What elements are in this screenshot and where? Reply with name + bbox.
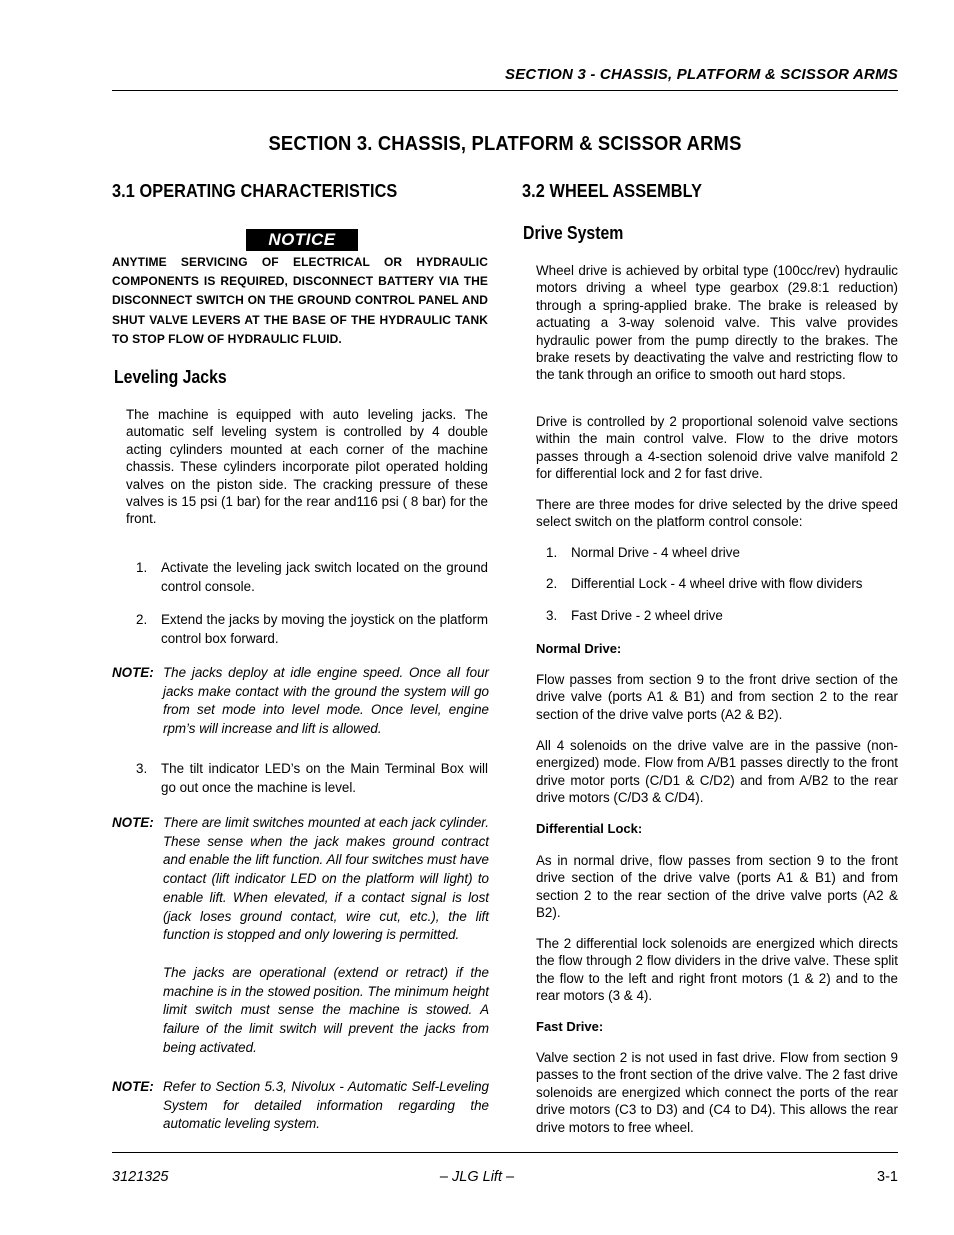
list-text: Activate the leveling jack switch located on the ground control console. (161, 560, 488, 594)
list-number: 3. (136, 761, 148, 776)
subheading-drive-system: Drive System (523, 223, 624, 243)
list-number: 1. (546, 545, 558, 560)
list-number: 1. (136, 560, 148, 575)
note-label: NOTE: (112, 665, 154, 680)
note-text: The jacks deploy at idle engine speed. Once all four jacks make contact with the ground the system will go from set mode into level mode. Once level, engine rpm’s will increase and lift is allowed. (163, 665, 489, 737)
label-normal-drive: Normal Drive: (536, 641, 622, 656)
list-text: Normal Drive - 4 wheel drive (571, 545, 740, 560)
list-number: 2. (136, 612, 148, 627)
notice-label: NOTICE (246, 229, 358, 251)
note-label: NOTE: (112, 1079, 154, 1094)
heading-wheel-assembly: 3.2 WHEEL ASSEMBLY (522, 180, 703, 201)
note-text-continued: The jacks are operational (extend or retract) if the machine is in the stowed position. The minimum height limit switch must sense the machine is stowed. A failure of the limit switch will prevent the jacks from being activated. (163, 965, 489, 1055)
footer-rule (112, 1152, 898, 1153)
footer-brand: – JLG Lift – (439, 1169, 515, 1185)
list-item (546, 575, 898, 595)
note (112, 664, 489, 740)
differential-lock-paragraph-1: As in normal drive, flow passes from section 9 to the front drive section of the drive valve (ports A1 & B1) and from section 2 to the rear section of the drive valve ports (A2 & B2). (536, 853, 898, 921)
page-number: 3-1 (877, 1169, 898, 1185)
section-title: SECTION 3. CHASSIS, PLATFORM & SCISSOR ARMS (268, 133, 742, 155)
list-item (136, 611, 488, 649)
list-item (546, 607, 898, 627)
label-differential-lock: Differential Lock: (536, 821, 643, 836)
heading-operating-characteristics: 3.1 OPERATING CHARACTERISTICS (112, 180, 398, 201)
leveling-intro: The machine is equipped with auto leveling jacks. The automatic self leveling system is controlled by 4 double acting cylinders mounted at each corner of the machine chassis. These cylinders incorporate pilot operated holding valves on the piston side. The cracking pressure of these valves is 15 psi (1 bar) for the rear and116 psi ( 8 bar) for the front. (126, 407, 488, 527)
running-header: SECTION 3 - CHASSIS, PLATFORM & SCISSOR ARMS (505, 66, 898, 83)
list-item (136, 760, 488, 798)
drive-paragraph-1: Wheel drive is achieved by orbital type (100cc/rev) hydraulic motors driving a wheel type gearbox (29.8:1 reduction) through a spring-applied brake. The brake is released by actuating a 3-way solenoid valve. This valve provides hydraulic power from the pump directly to the brakes. The brake resets by deactivating the valve and restricting flow to the tank through an orifice to smooth out hard stops. (536, 263, 898, 383)
list-text: The tilt indicator LED’s on the Main Terminal Box will go out once the machine is level. (161, 761, 488, 795)
notice-text: ANYTIME SERVICING OF ELECTRICAL OR HYDRAULIC COMPONENTS IS REQUIRED, DISCONNECT BATTERY VIA THE DISCONNECT SWITCH ON THE GROUND CONTROL PANEL AND SHUT VALVE LEVERS AT THE BASE OF THE HYDRAULIC TANK TO STOP FLOW OF HYDRAULIC FLUID. (112, 255, 488, 346)
list-text: Extend the jacks by moving the joystick on the platform control box forward. (161, 612, 488, 646)
list-number: 2. (546, 576, 558, 591)
note-text: Refer to Section 5.3, Nivolux - Automatic Self-Leveling System for detailed information regarding the automatic leveling system. (163, 1079, 489, 1132)
doc-number: 3121325 (112, 1169, 169, 1185)
drive-paragraph-3: There are three modes for drive selected by the drive speed select switch on the platform control console: (536, 497, 898, 530)
note-label: NOTE: (112, 815, 154, 830)
header-rule (112, 90, 898, 91)
fast-drive-paragraph: Valve section 2 is not used in fast drive. Flow from section 9 passes to the front section of the drive valve. The 2 fast drive solenoids are energized which connect the ports of the rear drive motors (C3 to D3) and (C4 to D4). This allows the rear drive motors to free wheel. (536, 1050, 898, 1135)
differential-lock-paragraph-2: The 2 differential lock solenoids are energized which directs the flow through 2 flow dividers in the drive valve. These split the flow to the left and right front motors (1 & 2) and to the rear motors (3 & 4). (536, 936, 898, 1004)
list-text: Fast Drive - 2 wheel drive (571, 608, 723, 623)
list-text: Differential Lock - 4 wheel drive with flow dividers (571, 576, 863, 591)
label-fast-drive: Fast Drive: (536, 1019, 604, 1034)
list-item (136, 559, 488, 597)
subheading-leveling-jacks: Leveling Jacks (114, 367, 227, 387)
normal-drive-paragraph-2: All 4 solenoids on the drive valve are in the passive (non-energized) mode. Flow from A/B1 passes directly to the front drive motor ports (C/D1 & C/D2) and from A/B2 to the rear drive motors (C/D3 & C/D4). (536, 738, 898, 806)
list-item (546, 544, 898, 564)
drive-paragraph-2: Drive is controlled by 2 proportional solenoid valve sections within the main control valve. Flow to the drive motors passes through a 4-section solenoid drive valve manifold 2 for differential lock and 2 for fast drive. (536, 414, 898, 482)
note (112, 814, 489, 1060)
note (112, 1078, 489, 1136)
note-text: There are limit switches mounted at each jack cylinder. These sense when the jack makes ground contract and enable the lift function. All four switches must have contact (lift indicator LED on the platform will light) to enable lift. When elevated, if a contact signal is lost (jack loses ground contact, wire cut, etc.), the lift function is stopped and only lowering is permitted. (163, 815, 489, 943)
list-number: 3. (546, 608, 558, 623)
normal-drive-paragraph-1: Flow passes from section 9 to the front drive section of the drive valve (ports A1 & B1) and from section 2 to the rear section of the drive valve ports (A2 & B2). (536, 672, 898, 722)
